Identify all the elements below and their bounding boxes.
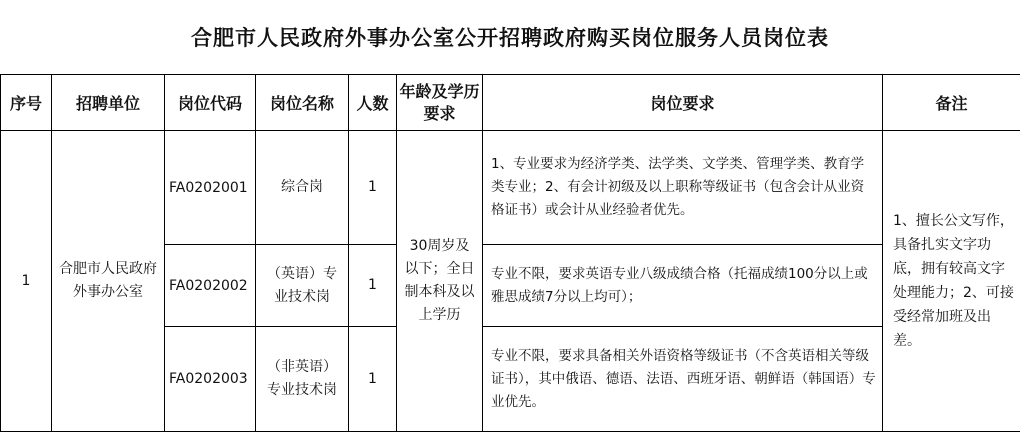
header-name: 岗位名称 <box>256 75 349 131</box>
cell-notes: 1、擅长公文写作，具备扎实文字功底，拥有较高文字处理能力；2、可接受经常加班及出差。 <box>883 131 1020 432</box>
cell-count: 1 <box>349 131 397 245</box>
header-notes: 备注 <box>883 75 1020 131</box>
header-seq: 序号 <box>1 75 52 131</box>
cell-code: FA0202003 <box>165 327 256 432</box>
cell-requirements: 专业不限，要求具备相关外语资格等级证书（不含英语相关等级证书），其中俄语、德语、法语、西班牙语、朝鲜语（韩国语）专业优先。 <box>483 327 883 432</box>
table-row <box>1 131 1020 245</box>
header-age-edu: 年龄及学历要求 <box>397 75 483 131</box>
cell-code: FA0202002 <box>165 245 256 327</box>
header-unit: 招聘单位 <box>52 75 165 131</box>
cell-count: 1 <box>349 245 397 327</box>
cell-requirements: 1、专业要求为经济学类、法学类、文学类、管理学类、教育学类专业；2、有会计初级及以上职称等级证书（包含会计从业资格证书）或会计从业经验者优先。 <box>483 131 883 245</box>
cell-seq: 1 <box>1 131 52 432</box>
header-requirements: 岗位要求 <box>483 75 883 131</box>
cell-name: （非英语）专业技术岗 <box>256 327 349 432</box>
cell-unit: 合肥市人民政府外事办公室 <box>52 131 165 432</box>
header-count: 人数 <box>349 75 397 131</box>
cell-requirements: 专业不限，要求英语专业八级成绩合格（托福成绩100分以上或雅思成绩7分以上均可）； <box>483 245 883 327</box>
positions-table <box>0 74 1020 432</box>
cell-count: 1 <box>349 327 397 432</box>
cell-name: 综合岗 <box>256 131 349 245</box>
title-band <box>0 0 1020 75</box>
cell-code: FA0202001 <box>165 131 256 245</box>
header-code: 岗位代码 <box>165 75 256 131</box>
cell-name: （英语）专业技术岗 <box>256 245 349 327</box>
header-row <box>1 75 1020 131</box>
page-title: 合肥市人民政府外事办公室公开招聘政府购买岗位服务人员岗位表 <box>191 25 829 50</box>
cell-age-edu: 30周岁及以下；全日制本科及以上学历 <box>397 131 483 432</box>
